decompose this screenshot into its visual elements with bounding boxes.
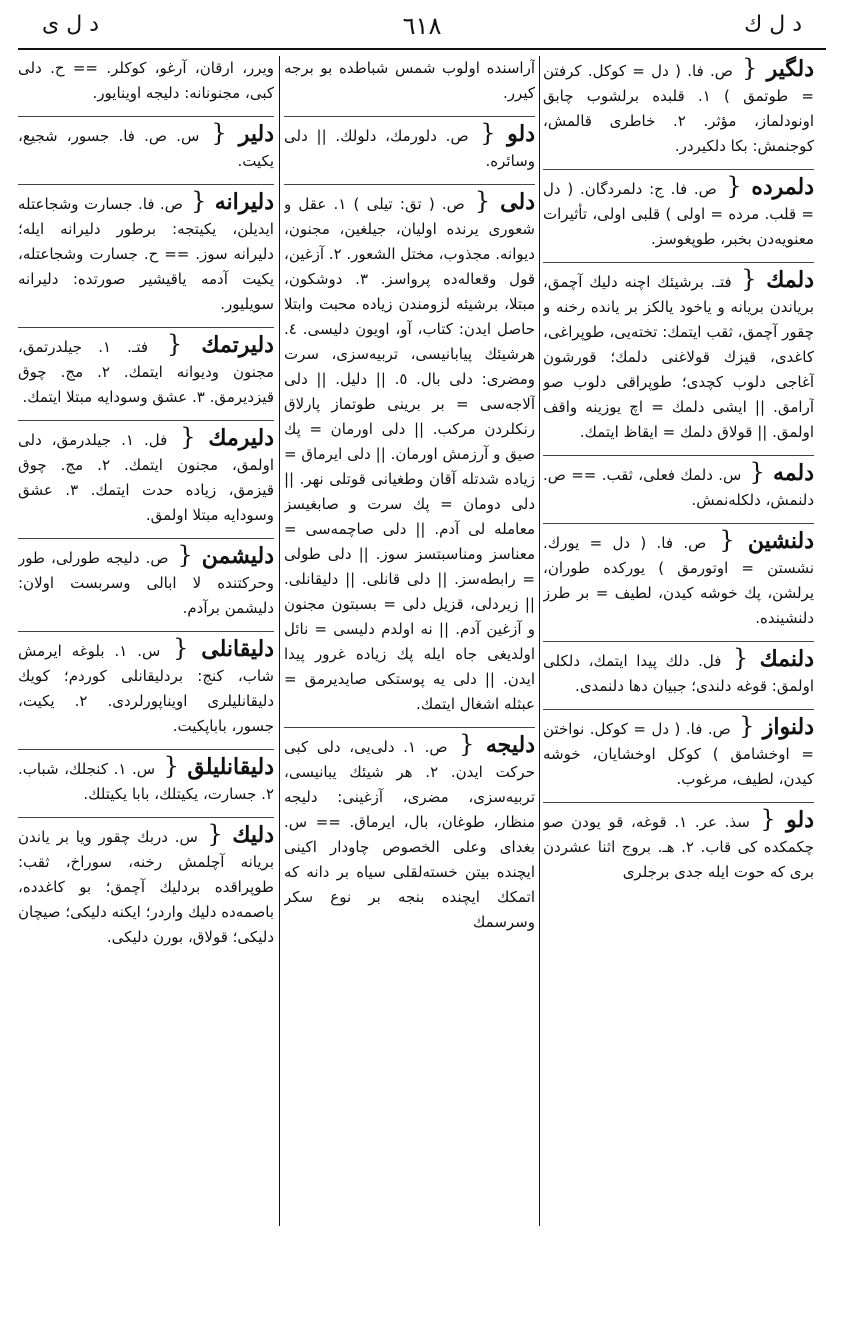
entry-grammar: ص. ( تق: تيلى ) ١. عقل و شعورى يرنده اوليان، xyxy=(284,195,535,238)
entry-headword: دلمرده xyxy=(751,174,814,200)
entry-brace: { xyxy=(199,119,239,147)
entry-headword: دلو xyxy=(507,121,535,147)
entry-definition: يكيتلك، بابا يكيتلك. xyxy=(83,785,199,803)
entry-brace: { xyxy=(731,265,767,293)
page-number: ٦١٨ xyxy=(402,12,442,40)
entry-definition: كوردم؛ كويك دليقانليلرى اويناپورلردى. ٢. يكيت، جسور، باباپكيت. xyxy=(18,667,274,735)
column-right xyxy=(543,56,814,1226)
entry-brace: { xyxy=(730,712,763,740)
entry-grammar: ص. دلورمك، دلولك. || دلى وسائره. xyxy=(284,127,535,170)
entry-grammar: سذ. عر. ١. قوغه، قو يودن صو چكمكده كى قاب. xyxy=(543,813,814,856)
header-rule xyxy=(18,48,826,50)
page-header xyxy=(18,8,826,44)
dictionary-entry xyxy=(18,420,274,532)
dictionary-entry xyxy=(284,116,535,178)
entry-headword: دليك xyxy=(232,822,274,848)
dictionary-entry xyxy=(18,184,274,321)
entry-definition: قلبده برلشوب چابق اونودلماز، مؤثر. ٢. خاطرى قالمش، كوجنمش: بكا دلكيردر. xyxy=(543,87,814,155)
dictionary-entry xyxy=(18,116,274,178)
dictionary-entry xyxy=(18,56,274,110)
entry-headword: دلى xyxy=(500,189,535,215)
entry-brace: { xyxy=(168,541,202,569)
entry-definition: ابالى وسربست اولان: دليشمن برآدم. xyxy=(18,574,274,617)
header-right-letters: د ل ك xyxy=(744,12,802,37)
entry-grammar: ص. فا. ( دل = كوكل. كرفتن = طوتمق ) ١. xyxy=(543,62,814,105)
entry-headword: دلنواز xyxy=(762,714,814,740)
entry-brace: { xyxy=(197,820,233,848)
entry-definition: ٢. هـ. بروج اثنا عشردن برى كه حوت ايله جدى برجلرى xyxy=(543,838,814,881)
entry-brace: { xyxy=(447,730,486,758)
entry-definition: دلندى؛ جبيان دها دلنمدى. xyxy=(575,677,732,695)
dictionary-entry xyxy=(543,802,814,889)
entry-definition: كوكل اوخشايان، خوشه كيدن، لطيف، مرغوب. xyxy=(543,745,814,788)
entry-definition: برطور دليرانه ايله؛ دليرانه سوز. == ح. جسارت وشجاعتله، يكيت آدمه ياقيشير صورتده: دليرانه سويليور. xyxy=(18,220,274,313)
entry-brace: { xyxy=(732,56,767,82)
entry-grammar: ص. فا. جسارت وشجاعتله ايديلن، يكيتجه: xyxy=(18,195,274,238)
entry-grammar: فتـ. برشيئك اچنه دليك آچمق، برياندن بريانه و xyxy=(543,273,814,316)
entry-brace: { xyxy=(148,330,202,358)
entry-headword: دلنمك xyxy=(759,646,814,672)
entry-definition: ٢. مج. چوق قيزمق، زياده حدت ايتمك. ٣. عشق وسودايه مبتلا اولمق. xyxy=(18,456,274,524)
entry-headword: دلو xyxy=(786,807,814,833)
entry-brace: { xyxy=(155,752,188,780)
entry-grammar: س. ١. بلوغه ايرمش شاب، كنج: بردليقانلى xyxy=(18,642,274,685)
entry-definition: ياخود يالكز بر يانده رخنه و چقور آچمق، ثقب ايتمك: تختەيى، طوپراغى، كاغدى، قيزك قولاغنى دلمك؛ قورشون آغاجى دلوب كچدى؛ طوپراقى دلوب صو آرامق. || ايشى دلمك = اچ يوزينه واقف اولمق. || قولاق دلمك = ايقاظ ايتمك. xyxy=(543,298,814,441)
entry-grammar: ص. ١. دلى‌يى، دلى كبى حركت ايدن. ٢. هر xyxy=(284,738,535,781)
dictionary-entry xyxy=(543,169,814,256)
entry-grammar: فل. ١. جيلدرمق، دلى اولمق، مجنون ايتمك. xyxy=(18,431,274,474)
dictionary-entry xyxy=(18,327,274,414)
dictionary-entry xyxy=(284,184,535,721)
entry-grammar: س. دلمك فعلى، ثقب. == ص. دلنمش، دلكلەنمش. xyxy=(543,466,814,509)
entry-definition: ٢. مج. چوق قيزديرمق. ٣. عشق وسودايه مبتلا ايتمك. xyxy=(18,363,274,406)
entry-brace: { xyxy=(464,187,501,215)
entry-grammar: فل. دلك پيدا ايتمك، دلكلى اولمق: قوغه xyxy=(543,652,814,695)
entry-brace: { xyxy=(749,805,787,833)
entry-grammar: س. ١. كنجلك، شباب. ٢. جسارت، xyxy=(18,760,274,803)
dictionary-entry xyxy=(18,631,274,743)
column-divider-left xyxy=(279,56,280,1226)
column-middle xyxy=(284,56,535,1226)
column-left xyxy=(18,56,274,1226)
entry-headword: دليقانلى xyxy=(201,636,274,662)
dictionary-entry xyxy=(18,817,274,954)
entry-headword: دلير xyxy=(238,121,274,147)
entry-grammar: س. دربك چقور ويا بر ياندن بريانه آچلمش رخنه، xyxy=(18,828,274,871)
dictionary-entry xyxy=(543,709,814,796)
entry-definition: آراسنده اولوب شمس شباطده بو برجه كيرر. xyxy=(284,59,535,102)
entry-definition: شيئك يبانيسى، تربيەسزى، مضرى، آزغينى: دليجه منظار، طوغان، بال، ايرماق. == س. بغداى وعلى الخصوص چاودار اكينى ايچنده بيتن خسته‌لقلى سياه بر دانه كه اتمكك ايچنده بنجه بر نوع سكر وسرسمك xyxy=(284,763,535,931)
dictionary-entry xyxy=(543,56,814,163)
entry-headword: دليشمن xyxy=(201,543,274,569)
entry-grammar: ص. دليجه طورلى، طور وحركتنده لا xyxy=(18,549,274,592)
entry-brace: { xyxy=(741,458,773,486)
entry-grammar: ص. فا. ( دل = كوكل. نواختن = اوخشامق ) xyxy=(543,720,814,763)
entry-definition: سوراخ، ثقب: طوپراقده بردليك آچمق؛ بو كاغدده، باصمەده دليك واردر؛ ايكنه دليكى؛ صيچان دليكى؛ قولاق، بورن دليكى. xyxy=(18,853,274,946)
entry-definition: جيلغين، مجنون، ديوانه. مجذوب، مختل الشعور. ٢. آزغين، قول وقعاله‌ده پروا‌سز. ٣. دوشكون، مبتلا، برشيئه لزومندن زياده محبت وابتلا حاصل ايدن: كتاب، آو، اويون دليسى. ٤. هرشيئك پيابانيسى، تربيەسزى، سرت ومضرى: دلى بال. ٥. || دليل. || دلى آلاجەسى = بر برينى طوتماز پارلاق رنكلردن مركب. || دلى اورمان = پك صيق و آرزمش اورمان. || دلى ايرماق = زياده شدتله آقان وطغيانى قوتلى نهر. || دلى دومان = پك سرت و صابغيسز معامله لى آدم. || دلى صاچمەسى = معناسز ومناسبتسز سوز. || دلى طولى = رابطەسز. || دلى قانلى. || دليقانلى. || زيردلى، قزيل دلى = بسبتون مجنون و آزغين آدم. || نه اولدم دليسى = نائل اولديغى جاه ايله پك زياده غرور پيدا ايدن. || دلى يه پوستكى صايديرمق = عبثله اشغال ايتمك. xyxy=(284,220,535,713)
dictionary-entry xyxy=(284,56,535,110)
entry-grammar: س. ص. فا. جسور، شجيع، يكيت. xyxy=(18,127,274,170)
dictionary-entry xyxy=(543,523,814,635)
entry-grammar: ص. فا. ج: دلمردگان. ( دل = قلب. مرده = اولى ) قلبى اولى، xyxy=(543,180,814,223)
entry-headword: دلگیر xyxy=(766,56,814,82)
entry-definition: يوركده طوران، يرلشن، پك خوشه كيدن، لطيف = بر طرز دلنشينده. xyxy=(543,559,814,627)
entry-headword: دليرانه xyxy=(214,189,274,215)
dictionary-entry xyxy=(543,641,814,703)
entry-brace: { xyxy=(706,526,748,554)
dictionary-entry xyxy=(284,727,535,939)
entry-headword: دلمه xyxy=(773,460,814,486)
dictionary-entry xyxy=(543,262,814,449)
dictionary-entry xyxy=(18,538,274,625)
entry-headword: دليقانليلق xyxy=(187,754,274,780)
column-divider-right xyxy=(539,56,540,1226)
entry-headword: دلنشين xyxy=(747,528,814,554)
entry-headword: دليجه xyxy=(485,732,535,758)
entry-headword: دليرمك xyxy=(208,425,274,451)
entry-grammar: فتـ. ١. جيلدرتمق، مجنون وديوانه ايتمك. xyxy=(18,338,274,381)
entry-brace: { xyxy=(182,187,215,215)
entry-grammar: ص. فا. ( دل = يورك. نشستن = اوتورمق ) xyxy=(543,534,814,577)
entry-brace: { xyxy=(167,423,209,451)
entry-headword: دليرتمك xyxy=(201,332,274,358)
entry-headword: دلمك xyxy=(766,267,814,293)
entry-brace: { xyxy=(468,119,508,147)
entry-brace: { xyxy=(721,644,760,672)
header-left-letters: د ل ى xyxy=(42,12,99,37)
dictionary-entry xyxy=(543,455,814,517)
dictionary-entry xyxy=(18,749,274,811)
entry-definition: تأثيرات معنويه‌دن بخبر، طوپغوسز. xyxy=(543,205,814,248)
entry-brace: { xyxy=(160,634,202,662)
entry-brace: { xyxy=(716,172,752,200)
entry-definition: ويرر، ارقان، آرغو، كوكلر. == ح. دلى كبى، مجنونانه: دليجه اوينايور. xyxy=(18,59,274,102)
